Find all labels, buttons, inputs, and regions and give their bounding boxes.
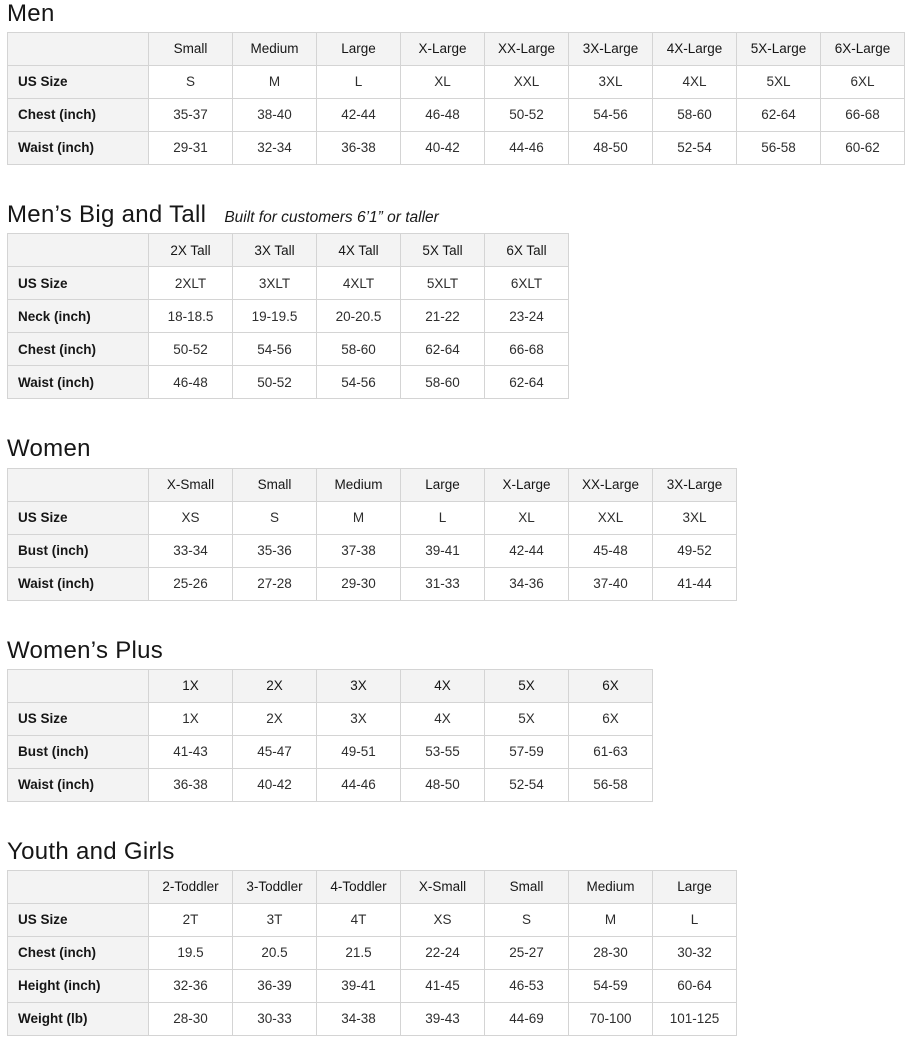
table-cell: 19-19.5	[233, 300, 317, 333]
table-cell: 42-44	[317, 99, 401, 132]
table-row	[8, 768, 653, 801]
table-cell: 2XLT	[149, 267, 233, 300]
table-cell: 3XLT	[233, 267, 317, 300]
table-cell: 45-48	[569, 534, 653, 567]
size-section-womens-plus	[7, 638, 905, 802]
table-cell: 48-50	[569, 132, 653, 165]
size-section-mens-big-and-tall	[7, 202, 905, 399]
corner-cell	[8, 870, 149, 903]
table-row	[8, 702, 653, 735]
table-cell: 52-54	[485, 768, 569, 801]
table-cell: 45-47	[233, 735, 317, 768]
corner-cell	[8, 669, 149, 702]
table-cell: 49-51	[317, 735, 401, 768]
table-cell: 39-41	[401, 534, 485, 567]
table-cell: 60-62	[821, 132, 905, 165]
table-cell: 62-64	[401, 333, 485, 366]
table-cell: 34-38	[317, 1002, 401, 1035]
table-cell: 33-34	[149, 534, 233, 567]
table-cell: 48-50	[401, 768, 485, 801]
table-cell: S	[233, 501, 317, 534]
table-cell: 3XL	[653, 501, 737, 534]
section-title: Youth and Girls	[7, 837, 175, 865]
table-cell: 61-63	[569, 735, 653, 768]
table-cell: 35-37	[149, 99, 233, 132]
table-cell: 60-64	[653, 969, 737, 1002]
row-label: Height (inch)	[8, 969, 149, 1002]
table-cell: 18-18.5	[149, 300, 233, 333]
table-cell: 27-28	[233, 567, 317, 600]
table-cell: 3X	[317, 702, 401, 735]
section-title: Men	[7, 0, 55, 27]
column-header: 4X	[401, 669, 485, 702]
table-cell: 58-60	[317, 333, 401, 366]
table-cell: 5XL	[737, 66, 821, 99]
table-cell: XXL	[485, 66, 569, 99]
row-label: US Size	[8, 501, 149, 534]
table-cell: 4X	[401, 702, 485, 735]
table-cell: 44-46	[317, 768, 401, 801]
table-cell: 25-27	[485, 936, 569, 969]
table-cell: M	[317, 501, 401, 534]
row-label: Chest (inch)	[8, 936, 149, 969]
section-heading	[7, 1, 905, 26]
size-table-youth-and-girls	[7, 870, 737, 1036]
table-cell: 56-58	[737, 132, 821, 165]
table-cell: 54-56	[317, 366, 401, 399]
table-cell: 46-48	[149, 366, 233, 399]
column-header: 3X	[317, 669, 401, 702]
column-header: 3-Toddler	[233, 870, 317, 903]
row-label: US Size	[8, 903, 149, 936]
column-header: Medium	[569, 870, 653, 903]
table-cell: 37-40	[569, 567, 653, 600]
column-header: Medium	[233, 33, 317, 66]
column-header: 2-Toddler	[149, 870, 233, 903]
column-header: 5X Tall	[401, 234, 485, 267]
table-cell: 6X	[569, 702, 653, 735]
column-header: 4X Tall	[317, 234, 401, 267]
table-cell: 49-52	[653, 534, 737, 567]
column-header: 4-Toddler	[317, 870, 401, 903]
table-cell: 4XL	[653, 66, 737, 99]
table-cell: 38-40	[233, 99, 317, 132]
table-cell: 32-34	[233, 132, 317, 165]
table-cell: 28-30	[569, 936, 653, 969]
table-cell: 39-41	[317, 969, 401, 1002]
column-header: Small	[233, 468, 317, 501]
table-cell: 28-30	[149, 1002, 233, 1035]
table-cell: 56-58	[569, 768, 653, 801]
row-label: Chest (inch)	[8, 99, 149, 132]
column-header: 2X Tall	[149, 234, 233, 267]
table-cell: 58-60	[401, 366, 485, 399]
section-heading	[7, 202, 905, 227]
table-row	[8, 300, 569, 333]
table-cell: 31-33	[401, 567, 485, 600]
table-cell: 23-24	[485, 300, 569, 333]
table-cell: 41-45	[401, 969, 485, 1002]
column-header: Large	[401, 468, 485, 501]
table-cell: 62-64	[737, 99, 821, 132]
column-header: 5X	[485, 669, 569, 702]
header-row	[8, 669, 653, 702]
table-cell: 1X	[149, 702, 233, 735]
table-row	[8, 99, 905, 132]
table-row	[8, 66, 905, 99]
table-cell: 42-44	[485, 534, 569, 567]
table-cell: 66-68	[485, 333, 569, 366]
size-table-womens-plus	[7, 669, 653, 802]
table-cell: 20.5	[233, 936, 317, 969]
size-table-men	[7, 32, 905, 165]
column-header: Large	[653, 870, 737, 903]
table-cell: L	[653, 903, 737, 936]
column-header: 3X-Large	[569, 33, 653, 66]
table-row	[8, 132, 905, 165]
column-header: XX-Large	[569, 468, 653, 501]
table-cell: 29-31	[149, 132, 233, 165]
section-title: Women	[7, 435, 91, 463]
size-table-mens-big-and-tall	[7, 233, 569, 399]
row-label: Chest (inch)	[8, 333, 149, 366]
table-cell: 2T	[149, 903, 233, 936]
table-row	[8, 969, 737, 1002]
table-cell: 35-36	[233, 534, 317, 567]
row-label: Weight (lb)	[8, 1002, 149, 1035]
table-cell: XL	[401, 66, 485, 99]
table-row	[8, 333, 569, 366]
table-cell: 40-42	[401, 132, 485, 165]
section-heading	[7, 436, 905, 461]
column-header: 2X	[233, 669, 317, 702]
header-row	[8, 468, 737, 501]
table-cell: 50-52	[233, 366, 317, 399]
table-cell: 44-69	[485, 1002, 569, 1035]
size-chart-page	[7, 1, 905, 1036]
table-cell: 6XL	[821, 66, 905, 99]
table-cell: 29-30	[317, 567, 401, 600]
header-row	[8, 33, 905, 66]
row-label: Bust (inch)	[8, 735, 149, 768]
table-cell: 2X	[233, 702, 317, 735]
table-cell: 25-26	[149, 567, 233, 600]
column-header: X-Small	[149, 468, 233, 501]
column-header: X-Small	[401, 870, 485, 903]
column-header: 1X	[149, 669, 233, 702]
header-row	[8, 234, 569, 267]
table-cell: XS	[149, 501, 233, 534]
table-cell: S	[485, 903, 569, 936]
column-header: 6X-Large	[821, 33, 905, 66]
table-cell: 54-59	[569, 969, 653, 1002]
table-cell: 5XLT	[401, 267, 485, 300]
table-row	[8, 267, 569, 300]
row-label: Bust (inch)	[8, 534, 149, 567]
table-cell: 46-53	[485, 969, 569, 1002]
row-label: Neck (inch)	[8, 300, 149, 333]
table-row	[8, 735, 653, 768]
size-table-women	[7, 468, 737, 601]
table-cell: 3XL	[569, 66, 653, 99]
table-cell: L	[401, 501, 485, 534]
column-header: 3X Tall	[233, 234, 317, 267]
column-header: 3X-Large	[653, 468, 737, 501]
table-cell: 44-46	[485, 132, 569, 165]
table-row	[8, 936, 737, 969]
table-cell: XL	[485, 501, 569, 534]
table-row	[8, 567, 737, 600]
table-cell: 62-64	[485, 366, 569, 399]
table-cell: 6XLT	[485, 267, 569, 300]
table-cell: M	[569, 903, 653, 936]
table-cell: 53-55	[401, 735, 485, 768]
table-cell: 36-39	[233, 969, 317, 1002]
column-header: X-Large	[401, 33, 485, 66]
table-row	[8, 534, 737, 567]
table-cell: 57-59	[485, 735, 569, 768]
table-cell: L	[317, 66, 401, 99]
table-cell: S	[149, 66, 233, 99]
row-label: Waist (inch)	[8, 567, 149, 600]
row-label: Waist (inch)	[8, 366, 149, 399]
table-cell: 41-44	[653, 567, 737, 600]
table-cell: 54-56	[569, 99, 653, 132]
table-cell: 3T	[233, 903, 317, 936]
table-cell: 46-48	[401, 99, 485, 132]
section-title: Women’s Plus	[7, 636, 164, 664]
table-cell: 37-38	[317, 534, 401, 567]
table-cell: XXL	[569, 501, 653, 534]
table-cell: 39-43	[401, 1002, 485, 1035]
table-cell: 21.5	[317, 936, 401, 969]
header-row	[8, 870, 737, 903]
column-header: Small	[149, 33, 233, 66]
table-row	[8, 366, 569, 399]
table-cell: 50-52	[485, 99, 569, 132]
table-cell: 4T	[317, 903, 401, 936]
table-cell: 30-33	[233, 1002, 317, 1035]
column-header: X-Large	[485, 468, 569, 501]
row-label: US Size	[8, 702, 149, 735]
column-header: XX-Large	[485, 33, 569, 66]
table-cell: XS	[401, 903, 485, 936]
table-cell: 70-100	[569, 1002, 653, 1035]
column-header: 6X Tall	[485, 234, 569, 267]
section-heading	[7, 839, 905, 864]
table-cell: 58-60	[653, 99, 737, 132]
table-cell: 21-22	[401, 300, 485, 333]
corner-cell	[8, 468, 149, 501]
column-header: 6X	[569, 669, 653, 702]
table-cell: 50-52	[149, 333, 233, 366]
table-cell: 30-32	[653, 936, 737, 969]
table-cell: 4XLT	[317, 267, 401, 300]
size-section-women	[7, 436, 905, 600]
table-cell: 41-43	[149, 735, 233, 768]
table-cell: 52-54	[653, 132, 737, 165]
corner-cell	[8, 234, 149, 267]
column-header: Medium	[317, 468, 401, 501]
corner-cell	[8, 33, 149, 66]
table-row	[8, 501, 737, 534]
size-section-men	[7, 1, 905, 165]
column-header: Large	[317, 33, 401, 66]
table-cell: 5X	[485, 702, 569, 735]
table-cell: 36-38	[317, 132, 401, 165]
section-heading	[7, 638, 905, 663]
row-label: US Size	[8, 267, 149, 300]
table-row	[8, 903, 737, 936]
table-row	[8, 1002, 737, 1035]
table-cell: 19.5	[149, 936, 233, 969]
size-section-youth-and-girls	[7, 839, 905, 1036]
column-header: 5X-Large	[737, 33, 821, 66]
column-header: Small	[485, 870, 569, 903]
table-cell: 20-20.5	[317, 300, 401, 333]
table-cell: 34-36	[485, 567, 569, 600]
table-cell: 101-125	[653, 1002, 737, 1035]
table-cell: 54-56	[233, 333, 317, 366]
table-cell: M	[233, 66, 317, 99]
table-cell: 40-42	[233, 768, 317, 801]
column-header: 4X-Large	[653, 33, 737, 66]
row-label: Waist (inch)	[8, 768, 149, 801]
table-cell: 22-24	[401, 936, 485, 969]
table-cell: 32-36	[149, 969, 233, 1002]
section-subtitle: Built for customers 6’1” or taller	[224, 209, 439, 227]
row-label: US Size	[8, 66, 149, 99]
row-label: Waist (inch)	[8, 132, 149, 165]
table-cell: 66-68	[821, 99, 905, 132]
section-title: Men’s Big and Tall	[7, 201, 207, 229]
table-cell: 36-38	[149, 768, 233, 801]
